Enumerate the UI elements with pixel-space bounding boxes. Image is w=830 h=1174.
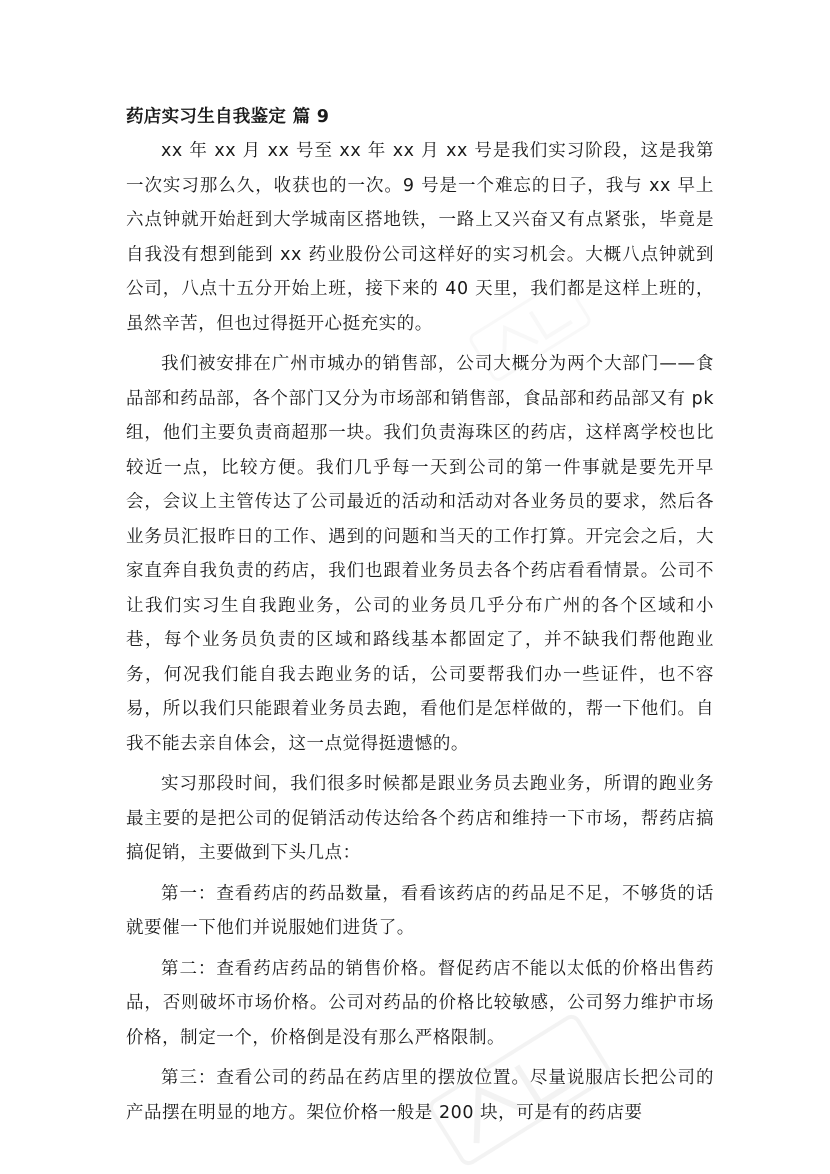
paragraph: 第一：查看药店的药品数量，看看该药店的药品足不足，不够货的话就要催一下他们并说服她们进货了。 xyxy=(126,883,714,938)
paragraph: 实习那段时间，我们很多时候都是跟业务员去跑业务，所谓的跑业务最主要的是把公司的促销活动传达给各个药店和维持一下市场，帮药店搞搞促销，主要做到下头几点： xyxy=(126,774,714,863)
paragraph: 第二：查看药店药品的销售价格。督促药店不能以太低的价格出售药品，否则破坏市场价格。公司对药品的价格比较敏感，公司努力维护市场价格，制定一个，价格倒是没有那么严格限制。 xyxy=(126,958,714,1048)
paragraph: 第三：查看公司的药品在药店里的摆放位置。尽量说服店长把公司的产品摆在明显的地方。架位价格一般是 200 块，可是有的药店要 xyxy=(126,1068,714,1123)
paragraph: 我们被安排在广州市城办的销售部，公司大概分为两个大部门——食品部和药品部，各个部门又分为市场部和销售部，食品部和药品部又有 pk 组，他们主要负责商超那一块。我们负责海珠区的药店，这样离学校也比较近一点，比较方便。我们几乎每一天到公司的第一件事就是要先开早会，会议上主管传达了公司最近的活动和活动对各业务员的要求，然后各业务员汇报昨日的工作、遇到的问题和当天的工作打算。开完会之后，大家直奔自我负责的药店，我们也跟着业务员去各个药店看看情景。公司不让我们实习生自我跑业务，公司的业务员几乎分布广州的各个区域和小巷，每个业务员负责的区域和路线基本都固定了，并不缺我们帮他跑业务，何况我们能自我去跑业务的话，公司要帮我们办一些证件，也不容易，所以我们只能跟着业务员去跑，看他们是怎样做的，帮一下他们。自我不能去亲自体会，这一点觉得挺遗憾的。 xyxy=(126,354,715,754)
document-title: 药店实习生自我鉴定 篇 9 xyxy=(126,107,330,127)
document-body xyxy=(126,100,714,1136)
paragraph: xx 年 xx 月 xx 号至 xx 年 xx 月 xx 号是我们实习阶段，这是我第一次实习那么久，收获也的一次。9 号是一个难忘的日子，我与 xx 早上六点钟就开始赶到大学城南区搭地铁，一路上又兴奋又有点紧张，毕竟是自我没有想到能到 xx 药业股份公司这样好的实习机会。大概八点钟就到公司，八点十五分开始上班，接下来的 40 天里，我们都是这样上班的，虽然辛苦，但也过得挺开心挺充实的。 xyxy=(126,141,714,334)
